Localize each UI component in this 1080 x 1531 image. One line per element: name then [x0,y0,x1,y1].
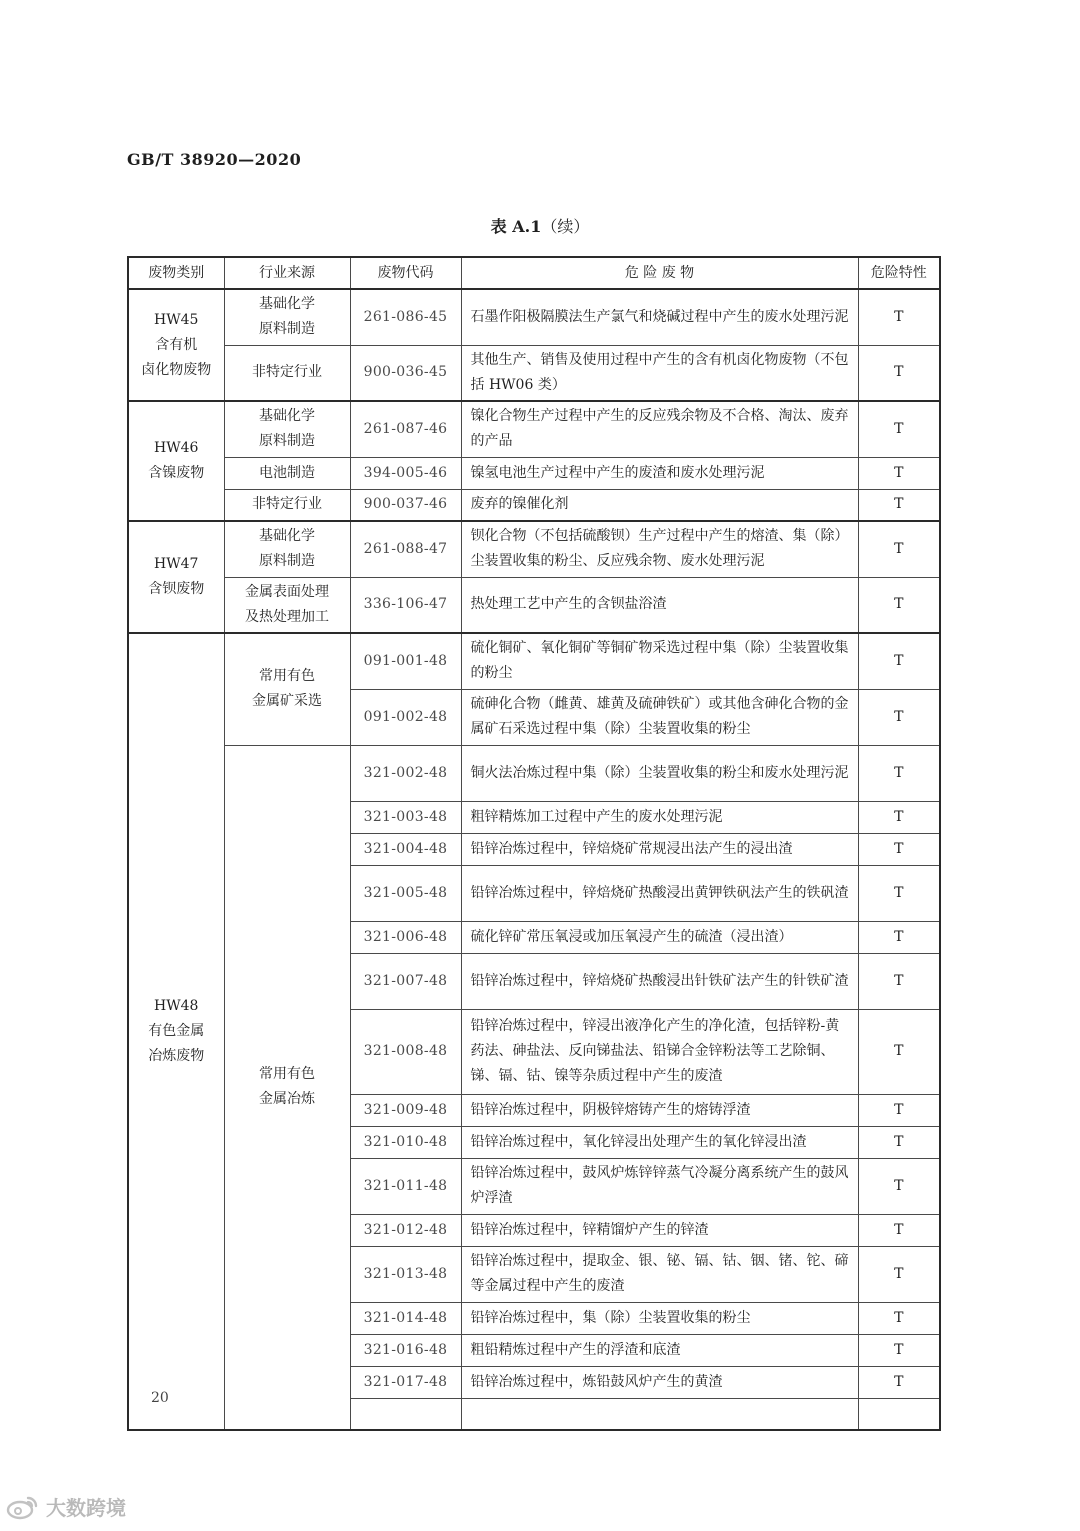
hazard-property-cell: T [858,1214,940,1246]
column-header: 行业来源 [224,257,350,289]
hazard-property-cell: T [858,489,940,521]
table-title [0,214,1080,237]
waste-code-cell: 321-008-48 [350,1009,461,1094]
industry-source-cell: 非特定行业 [224,345,350,401]
waste-description-cell: 铅锌冶炼过程中，锌焙烧矿热酸浸出针铁矿法产生的针铁矿渣 [461,953,858,1009]
waste-code-cell [350,1398,461,1430]
hazard-property-cell: T [858,865,940,921]
source-name: 原料制造 [259,433,315,450]
waste-code-cell: 321-002-48 [350,745,461,801]
waste-code-cell: 321-013-48 [350,1246,461,1302]
hazard-property-cell: T [858,833,940,865]
waste-code-cell: 321-004-48 [350,833,461,865]
waste-description-cell: 粗铅精炼过程中产生的浮渣和底渣 [461,1334,858,1366]
table-row [128,489,940,521]
industry-source-cell: 电池制造 [224,457,350,489]
waste-code-cell: 321-007-48 [350,953,461,1009]
standard-code: GB/T 38920—2020 [127,150,302,169]
waste-description-cell: 铅锌冶炼过程中，锌精馏炉产生的锌渣 [461,1214,858,1246]
waste-description-cell [461,1398,858,1430]
source-name: 原料制造 [259,553,315,570]
hazard-property-cell: T [858,1126,940,1158]
category-name: 冶炼废物 [148,1048,205,1064]
waste-description-cell: 粗锌精炼加工过程中产生的废水处理污泥 [461,801,858,833]
hazard-property-cell: T [858,1334,940,1366]
source-name: 金属矿采选 [252,693,322,710]
table-header-row [128,257,940,289]
watermark-text: 大数跨境 [46,1496,126,1520]
hazard-property-cell: T [858,1366,940,1398]
waste-code-cell: 261-087-46 [350,401,461,457]
waste-group-hw46 [128,401,940,521]
waste-description-cell: 铅锌冶炼过程中，集（除）尘装置收集的粉尘 [461,1302,858,1334]
category-name: 含有机 [155,336,198,353]
waste-description-cell: 铅锌冶炼过程中，锌焙烧矿热酸浸出黄钾铁矾法产生的铁矾渣 [461,865,858,921]
waste-code-cell: 261-086-45 [350,289,461,345]
industry-source-cell: 非特定行业 [224,489,350,521]
hazard-property-cell: T [858,1302,940,1334]
waste-category-cell [128,401,224,521]
waste-group-hw45 [128,289,940,401]
hazard-property-cell: T [858,953,940,1009]
table-row [128,401,940,457]
waste-description-cell: 石墨作阳极隔膜法生产氯气和烧碱过程中产生的废水处理污泥 [461,289,858,345]
table-row [128,457,940,489]
waste-description-cell: 硫化锌矿常压氧浸或加压氧浸产生的硫渣（浸出渣） [461,921,858,953]
table-row [128,289,940,345]
industry-source-cell [224,577,350,633]
hazard-property-cell: T [858,1094,940,1126]
source-name: 基础化学 [259,296,315,313]
waste-code-cell: 321-016-48 [350,1334,461,1366]
weibo-logo-icon [6,1494,40,1520]
waste-code-cell: 321-014-48 [350,1302,461,1334]
waste-code-cell: 321-017-48 [350,1366,461,1398]
hazardous-waste-table [127,256,941,1431]
source-name: 基础化学 [259,408,315,425]
source-name: 常用有色 [259,668,315,685]
hazard-property-cell: T [858,921,940,953]
waste-category-cell [128,521,224,633]
waste-description-cell: 硫化铜矿、氧化铜矿等铜矿物采选过程中集（除）尘装置收集的粉尘 [461,633,858,689]
waste-code-cell: 336-106-47 [350,577,461,633]
column-header: 危 险 废 物 [461,257,858,289]
category-code: HW47 [154,556,199,572]
waste-code-cell: 321-010-48 [350,1126,461,1158]
table-row [128,745,940,801]
industry-source-cell [224,633,350,745]
waste-group-hw47 [128,521,940,633]
source-name: 金属表面处理 [245,583,329,600]
hazard-property-cell: T [858,801,940,833]
hazard-property-cell [858,1398,940,1430]
waste-code-cell: 321-012-48 [350,1214,461,1246]
table-row [128,577,940,633]
source-name: 原料制造 [259,321,315,338]
waste-description-cell: 铅锌冶炼过程中，提取金、银、铋、镉、钴、铟、锗、铊、碲等金属过程中产生的废渣 [461,1246,858,1302]
hazard-property-cell: T [858,1009,940,1094]
industry-source-cell [224,521,350,577]
category-name: 有色金属 [148,1023,205,1039]
waste-description-cell: 铅锌冶炼过程中，氧化锌浸出处理产生的氧化锌浸出渣 [461,1126,858,1158]
column-header: 废物代码 [350,257,461,289]
waste-code-cell: 321-011-48 [350,1158,461,1214]
waste-description-cell: 废弃的镍催化剂 [461,489,858,521]
waste-group-hw48 [128,633,940,1430]
hazard-property-cell: T [858,577,940,633]
waste-code-cell: 900-037-46 [350,489,461,521]
waste-description-cell: 铅锌冶炼过程中，炼铅鼓风炉产生的黄渣 [461,1366,858,1398]
category-code: HW46 [154,440,199,456]
waste-description-cell: 铅锌冶炼过程中，锌浸出液净化产生的净化渣，包括锌粉-黄药法、砷盐法、反向锑盐法、铅锑合金锌粉法等工艺除铜、锑、镉、钴、镍等杂质过程中产生的废渣 [461,1009,858,1094]
table-row [128,345,940,401]
waste-code-cell: 900-036-45 [350,345,461,401]
waste-description-cell: 硫砷化合物（雌黄、雄黄及硫砷铁矿）或其他含砷化合物的金属矿石采选过程中集（除）尘装置收集的粉尘 [461,689,858,745]
waste-description-cell: 铅锌冶炼过程中，锌焙烧矿常规浸出法产生的浸出渣 [461,833,858,865]
column-header: 危险特性 [858,257,940,289]
waste-description-cell: 铜火法冶炼过程中集（除）尘装置收集的粉尘和废水处理污泥 [461,745,858,801]
waste-code-cell: 321-006-48 [350,921,461,953]
hazard-property-cell: T [858,345,940,401]
waste-code-cell: 394-005-46 [350,457,461,489]
source-name: 基础化学 [259,528,315,545]
waste-description-cell: 镍化合物生产过程中产生的反应残余物及不合格、淘汰、废弃的产品 [461,401,858,457]
waste-code-cell: 321-009-48 [350,1094,461,1126]
waste-code-cell: 091-002-48 [350,689,461,745]
hazard-property-cell: T [858,1246,940,1302]
waste-code-cell: 261-088-47 [350,521,461,577]
waste-code-cell: 321-005-48 [350,865,461,921]
waste-code-cell: 321-003-48 [350,801,461,833]
waste-description-cell: 其他生产、销售及使用过程中产生的含有机卤化物废物（不包括 HW06 类） [461,345,858,401]
table-title-suffix: （续） [541,217,590,236]
category-code: HW45 [154,311,199,328]
waste-category-cell [128,289,224,401]
source-name: 及热处理加工 [245,608,329,625]
hazard-property-cell: T [858,633,940,689]
hazard-property-cell: T [858,689,940,745]
hazard-property-cell: T [858,521,940,577]
hazard-property-cell: T [858,457,940,489]
waste-code-cell: 091-001-48 [350,633,461,689]
table-title-main: 表 A.1 [490,217,542,236]
waste-category-cell [128,633,224,1430]
waste-description-cell: 铅锌冶炼过程中，阴极锌熔铸产生的熔铸浮渣 [461,1094,858,1126]
category-name: 卤化物废物 [141,361,212,378]
hazard-property-cell: T [858,289,940,345]
category-code: HW48 [154,998,199,1014]
industry-source-cell [224,745,350,1430]
page-number: 20 [151,1390,169,1406]
column-header: 废物类别 [128,257,224,289]
hazard-property-cell: T [858,401,940,457]
source-name: 常用有色 [259,1066,315,1083]
hazard-property-cell: T [858,1158,940,1214]
industry-source-cell [224,289,350,345]
waste-description-cell: 铅锌冶炼过程中，鼓风炉炼锌锌蒸气冷凝分离系统产生的鼓风炉浮渣 [461,1158,858,1214]
waste-description-cell: 镍氢电池生产过程中产生的废渣和废水处理污泥 [461,457,858,489]
table-row [128,633,940,689]
waste-description-cell: 热处理工艺中产生的含钡盐浴渣 [461,577,858,633]
hazard-property-cell: T [858,745,940,801]
source-name: 金属冶炼 [259,1091,315,1108]
waste-description-cell: 钡化合物（不包括硫酸钡）生产过程中产生的熔渣、集（除）尘装置收集的粉尘、反应残余物、废水处理污泥 [461,521,858,577]
table-row [128,521,940,577]
category-name: 含镍废物 [148,465,205,481]
industry-source-cell [224,401,350,457]
watermark [6,1492,126,1521]
category-name: 含钡废物 [148,581,205,597]
